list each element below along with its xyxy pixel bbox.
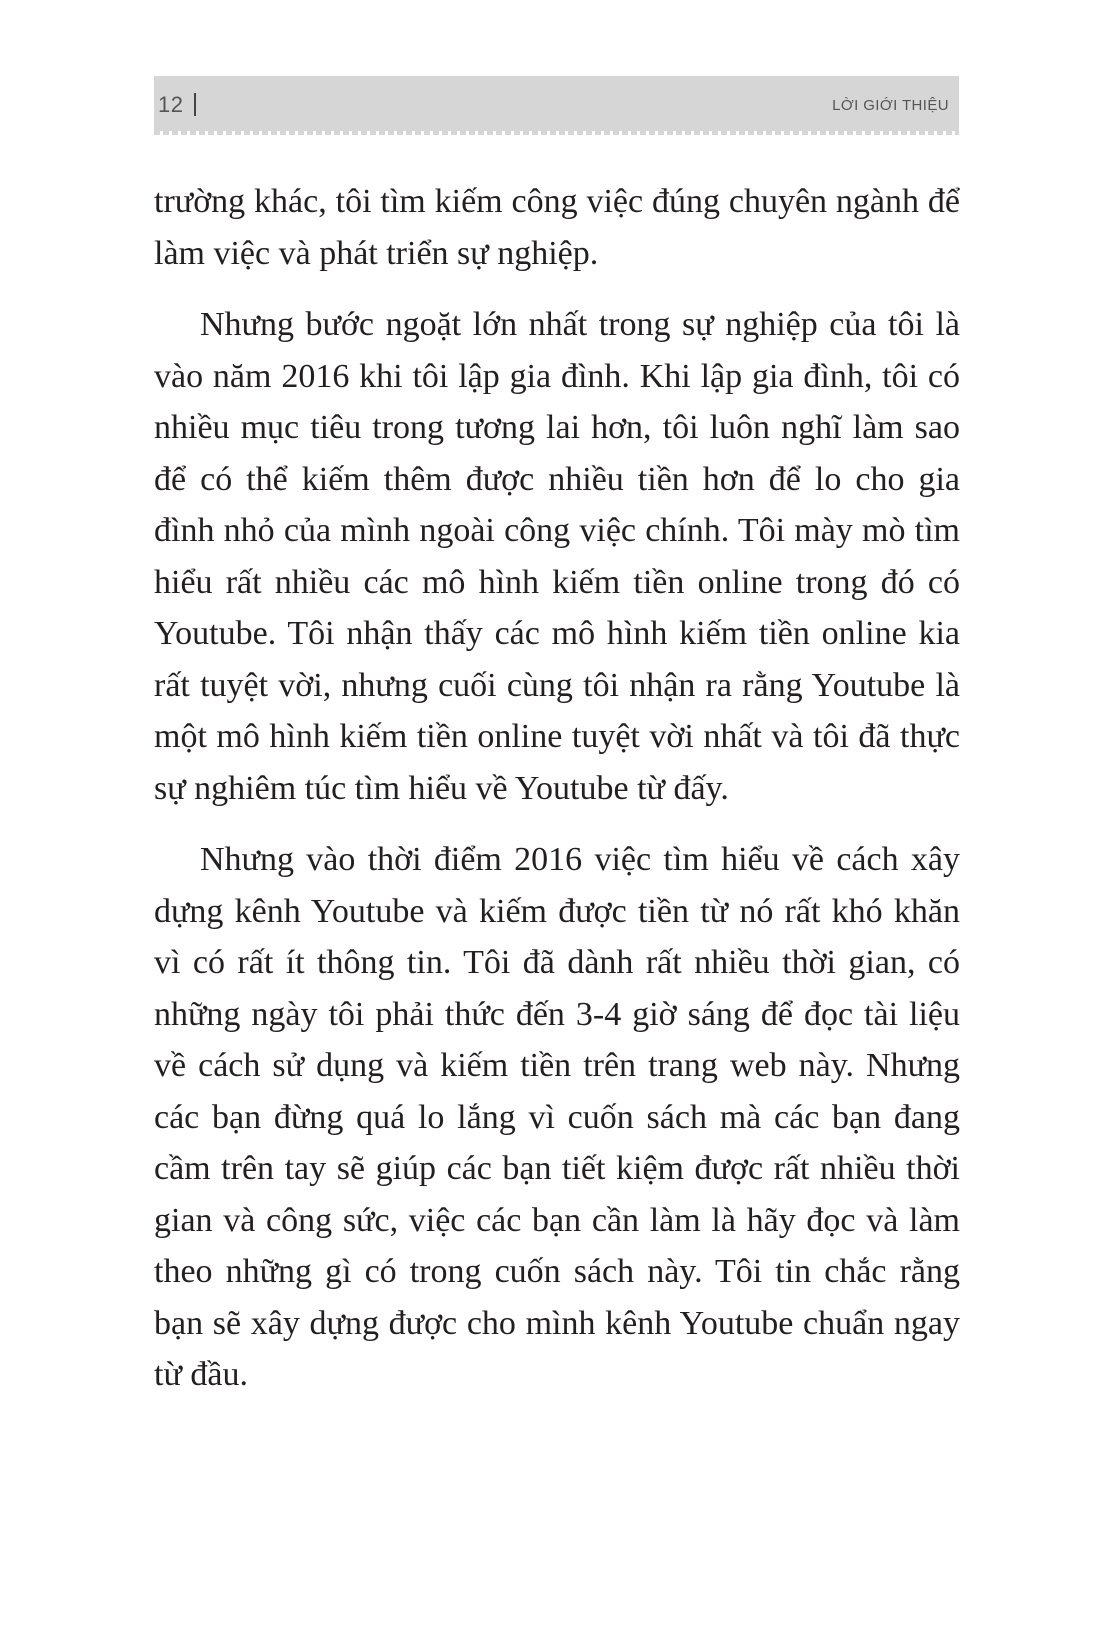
page-body	[154, 176, 960, 1401]
page-number: 12	[158, 92, 184, 117]
paragraph: Nhưng bước ngoặt lớn nhất trong sự nghiệp của tôi là vào năm 2016 khi tôi lập gia đình. Khi lập gia đình, tôi có nhiều mục tiêu trong tương lai hơn, tôi luôn nghĩ làm sao để có thể kiếm thêm được nhiều tiền hơn để lo cho gia đình nhỏ của mình ngoài công việc chính. Tôi mày mò tìm hiểu rất nhiều các mô hình kiếm tiền online trong đó có Youtube. Tôi nhận thấy các mô hình kiếm tiền online kia rất tuyệt vời, nhưng cuối cùng tôi nhận ra rằng Youtube là một mô hình kiếm tiền online tuyệt vời nhất và tôi đã thực sự nghiêm túc tìm hiểu về Youtube từ đấy.	[154, 306, 960, 807]
paragraph-continuation: trường khác, tôi tìm kiếm công việc đúng chuyên ngành để làm việc và phát triển sự nghiệp.	[154, 183, 960, 272]
section-title: LỜI GIỚI THIỆU	[832, 97, 949, 114]
paragraph: Nhưng vào thời điểm 2016 việc tìm hiểu về cách xây dựng kênh Youtube và kiếm được tiền từ nó rất khó khăn vì có rất ít thông tin. Tôi đã dành rất nhiều thời gian, có những ngày tôi phải thức đến 3-4 giờ sáng để đọc tài liệu về cách sử dụng và kiếm tiền trên trang web này. Nhưng các bạn đừng quá lo lắng vì cuốn sách mà các bạn đang cầm trên tay sẽ giúp các bạn tiết kiệm được rất nhiều thời gian và công sức, việc các bạn cần làm là hãy đọc và làm theo những gì có trong cuốn sách này. Tôi tin chắc rằng bạn sẽ xây dựng được cho mình kênh Youtube chuẩn ngay từ đầu.	[154, 841, 960, 1393]
running-header	[154, 76, 959, 132]
header-divider	[194, 93, 196, 116]
